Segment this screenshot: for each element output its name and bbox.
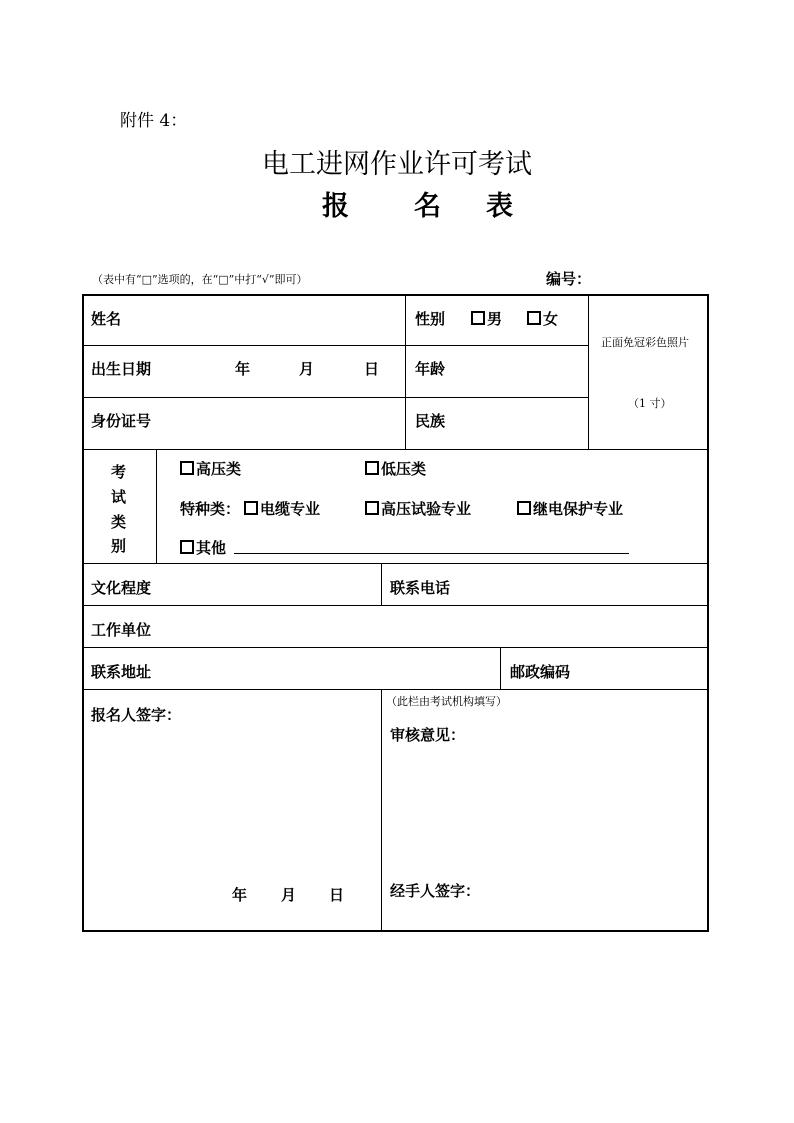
gender-male-label: 男 [487, 310, 503, 328]
employer-label: 工作单位 [91, 621, 152, 639]
divider [84, 449, 707, 450]
cable-specialty-option[interactable] [244, 498, 320, 519]
checkbox[interactable] [527, 311, 541, 325]
other-fill-line[interactable] [234, 553, 629, 554]
low-voltage-option[interactable] [365, 458, 426, 479]
gender-label: 性别 [415, 310, 446, 328]
cable-specialty-label: 电缆专业 [260, 500, 321, 518]
other-label: 其他 [196, 539, 227, 557]
attachment-label: 附件 4： [120, 111, 188, 131]
exam-category-char: 试 [111, 488, 127, 506]
divider [84, 605, 707, 606]
checkbox[interactable] [180, 540, 194, 554]
photo-size: （1 寸） [628, 397, 672, 410]
form-title: 电工进网作业许可考试 [262, 149, 532, 180]
office-use-note: （此栏由考试机构填写） [386, 695, 507, 708]
checkbox[interactable] [365, 461, 379, 475]
sign-day-unit: 日 [329, 886, 345, 904]
photo-instruction: 正面免冠彩色照片 [601, 336, 689, 349]
checkbox-instruction-note: （表中有“□”选项的，在“□”中打“√”即可） [92, 273, 308, 286]
registration-table [82, 294, 709, 932]
low-voltage-label: 低压类 [381, 460, 427, 478]
divider [381, 563, 382, 605]
age-label: 年龄 [415, 360, 446, 378]
postcode-label: 邮政编码 [510, 663, 571, 681]
divider [156, 449, 157, 563]
divider [405, 296, 406, 449]
birth-day-unit: 日 [364, 360, 380, 378]
divider [84, 397, 588, 398]
divider [588, 296, 589, 449]
relay-protection-option[interactable] [517, 498, 623, 519]
id-number-label: 身份证号 [91, 412, 152, 430]
sign-month-unit: 月 [281, 886, 297, 904]
hv-test-specialty-label: 高压试验专业 [381, 500, 472, 518]
checkbox[interactable] [365, 501, 379, 515]
address-label: 联系地址 [91, 663, 152, 681]
divider [381, 689, 382, 930]
birth-month-unit: 月 [299, 360, 315, 378]
name-label: 姓名 [91, 310, 122, 328]
divider [84, 563, 707, 564]
divider [84, 647, 707, 648]
sign-year-unit: 年 [232, 886, 248, 904]
ethnicity-label: 民族 [415, 412, 446, 430]
title-char-2: 名 [414, 191, 441, 222]
gender-female-option[interactable] [527, 308, 558, 329]
other-option[interactable] [180, 537, 226, 558]
title-char-1: 报 [322, 191, 349, 222]
divider [84, 345, 588, 346]
checkbox[interactable] [180, 461, 194, 475]
gender-male-option[interactable] [471, 308, 502, 329]
title-char-3: 表 [486, 191, 513, 222]
divider [84, 689, 707, 690]
checkbox[interactable] [471, 311, 485, 325]
hv-test-specialty-option[interactable] [365, 498, 471, 519]
phone-label: 联系电话 [390, 579, 451, 597]
divider [500, 647, 501, 689]
exam-category-char: 别 [111, 537, 127, 555]
exam-category-char: 类 [111, 513, 127, 531]
applicant-signature-label: 报名人签字： [91, 706, 182, 724]
review-opinion-label: 审核意见： [390, 726, 466, 744]
relay-protection-label: 继电保护专业 [533, 500, 624, 518]
high-voltage-label: 高压类 [196, 460, 242, 478]
checkbox[interactable] [517, 501, 531, 515]
checkbox[interactable] [244, 501, 258, 515]
birth-year-unit: 年 [235, 360, 251, 378]
special-category-label: 特种类： [180, 500, 241, 518]
high-voltage-option[interactable] [180, 458, 241, 479]
handler-signature-label: 经手人签字： [390, 882, 481, 900]
serial-number-label: 编号： [546, 270, 592, 288]
birth-date-label: 出生日期 [91, 360, 152, 378]
education-label: 文化程度 [91, 579, 152, 597]
exam-category-char: 考 [111, 463, 127, 481]
gender-female-label: 女 [543, 310, 559, 328]
